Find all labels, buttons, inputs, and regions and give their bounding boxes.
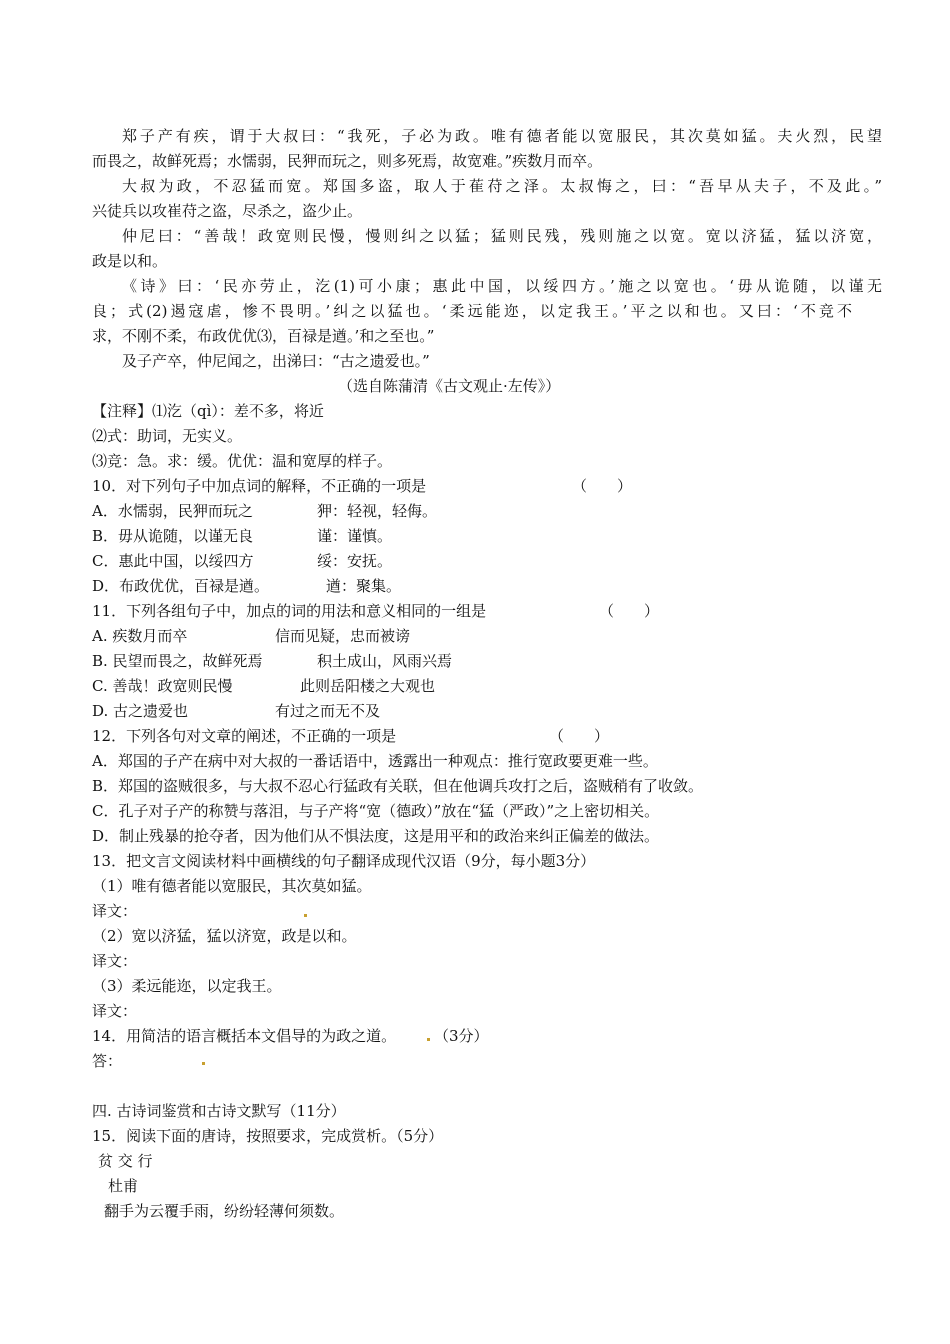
q13-sentence-3: （3）柔远能迩，以定我王。 (92, 977, 282, 995)
passage-line: 良；式(2)遏寇虐，惨不畏明。’纠之以猛也。‘柔远能迩，以定我王。’平之以和也。又曰：‘不竞不 (92, 302, 852, 320)
q12-option-b: B．郑国的盗贼很多，与大叔不忍心行猛政有关联，但在他调兵攻打之后，盗贼稍有了收敛。 (92, 777, 704, 795)
q11-option-a: A. 疾数月而卒 (92, 627, 188, 645)
q12-option-d: D．制止残暴的抢夺者，因为他们从不惧法度，这是用平和的政治来纠正偏差的做法。 (92, 827, 660, 845)
passage-source: （选自陈蒲清《古文观止·左传》） (338, 377, 561, 395)
q13-translation-label-3: 译文： (92, 1002, 138, 1020)
q14-stem: 14．用简洁的语言概括本文倡导的为政之道。 (92, 1027, 397, 1045)
mark-dot (304, 914, 307, 917)
q11-option-c-pair: 此则岳阳楼之大观也 (300, 677, 436, 695)
q15-stem: 15．阅读下面的唐诗，按照要求，完成赏析。（5分） (92, 1127, 444, 1145)
note-2: ⑵式：助词，无实义。 (92, 427, 243, 445)
q11-option-d: D. 古之遗爱也 (92, 702, 189, 720)
passage-line: 及子产卒，仲尼闻之，出涕曰：“古之遗爱也。” (122, 352, 430, 370)
poem-line-1: 翻手为云覆手雨，纷纷轻薄何须数。 (104, 1202, 345, 1220)
q10-answer-paren: （ ） (572, 477, 633, 495)
q13-sentence-1: （1）唯有德者能以宽服民，其次莫如猛。 (92, 877, 372, 895)
q13-translation-label-1: 译文： (92, 902, 138, 920)
mark-dot (202, 1062, 205, 1065)
q11-stem: 11．下列各组句子中，加点的词的用法和意义相同的一组是 (92, 602, 487, 620)
q10-option-b-gloss: 谨：谨慎。 (317, 527, 393, 545)
q11-option-a-pair: 信而见疑，忠而被谤 (275, 627, 411, 645)
passage-line: 而畏之，故鲜死焉；水懦弱，民狎而玩之，则多死焉，故宽难。”疾数月而卒。 (92, 152, 603, 170)
q10-stem: 10．对下列句子中加点词的解释，不正确的一项是 (92, 477, 427, 495)
poem-title: 贫 交 行 (98, 1152, 153, 1170)
q11-option-c: C. 善哉！政宽则民慢 (92, 677, 233, 695)
q10-option-a-gloss: 狎：轻视，轻侮。 (317, 502, 438, 520)
q13-translation-label-2: 译文： (92, 952, 138, 970)
poem-author: 杜甫 (108, 1177, 139, 1195)
q11-option-d-pair: 有过之而无不及 (275, 702, 381, 720)
q11-option-b: B. 民望而畏之，故鲜死焉 (92, 652, 263, 670)
mark-dot (427, 1038, 430, 1041)
q10-option-d-gloss: 遒：聚集。 (326, 577, 402, 595)
note-1: 【注释】⑴汔（qì）：差不多，将近 (92, 402, 324, 420)
q12-answer-paren: （ ） (549, 727, 610, 745)
passage-line: 大叔为政，不忍猛而宽。郑国多盗，取人于萑苻之泽。太叔悔之，曰：“吾早从夫子，不及此。” (122, 177, 882, 195)
q13-sentence-2: （2）宽以济猛，猛以济宽，政是以和。 (92, 927, 357, 945)
note-3: ⑶竞：急。求：缓。优优：温和宽厚的样子。 (92, 452, 393, 470)
q12-stem: 12．下列各句对文章的阐述，不正确的一项是 (92, 727, 397, 745)
passage-line: 仲尼曰：“善哉！政宽则民慢，慢则纠之以猛；猛则民残，残则施之以宽。宽以济猛，猛以济宽， (122, 227, 882, 245)
passage-line: 《诗》曰：‘民亦劳止，汔(1)可小康；惠此中国，以绥四方。’施之以宽也。‘毋从诡随，以谨无 (122, 277, 882, 295)
q13-stem: 13．把文言文阅读材料中画横线的句子翻译成现代汉语（9分，每小题3分） (92, 852, 596, 870)
section-4-title: 四. 古诗词鉴赏和古诗文默写（11分） (92, 1102, 346, 1120)
passage-line: 兴徒兵以攻崔苻之盗，尽杀之，盗少止。 (92, 202, 363, 220)
q14-score: （3分） (434, 1027, 489, 1045)
q12-option-a: A．郑国的子产在病中对大叔的一番话语中，透露出一种观点：推行宽政要更难一些。 (92, 752, 658, 770)
q10-option-a: A．水懦弱，民狎而玩之 (92, 502, 253, 520)
q14-answer-label: 答： (92, 1052, 123, 1070)
passage-line: 求，不刚不柔，布政优优⑶，百禄是遒。’和之至也。” (92, 327, 435, 345)
q11-answer-paren: （ ） (599, 602, 660, 620)
q10-option-d: D．布政优优，百禄是遒。 (92, 577, 270, 595)
passage-line: 政是以和。 (92, 252, 168, 270)
q10-option-c: C．惠此中国，以绥四方 (92, 552, 254, 570)
passage-line: 郑子产有疾，谓于大叔曰：“我死，子必为政。唯有德者能以宽服民，其次莫如猛。夫火烈，民望 (122, 127, 882, 145)
q10-option-b: B．毋从诡随，以谨无良 (92, 527, 254, 545)
q12-option-c: C．孔子对子产的称赞与落泪，与子产将“宽（德政）”放在“猛（严政）”之上密切相关。 (92, 802, 660, 820)
q11-option-b-pair: 积土成山，风雨兴焉 (317, 652, 453, 670)
q10-option-c-gloss: 绥：安抚。 (317, 552, 393, 570)
